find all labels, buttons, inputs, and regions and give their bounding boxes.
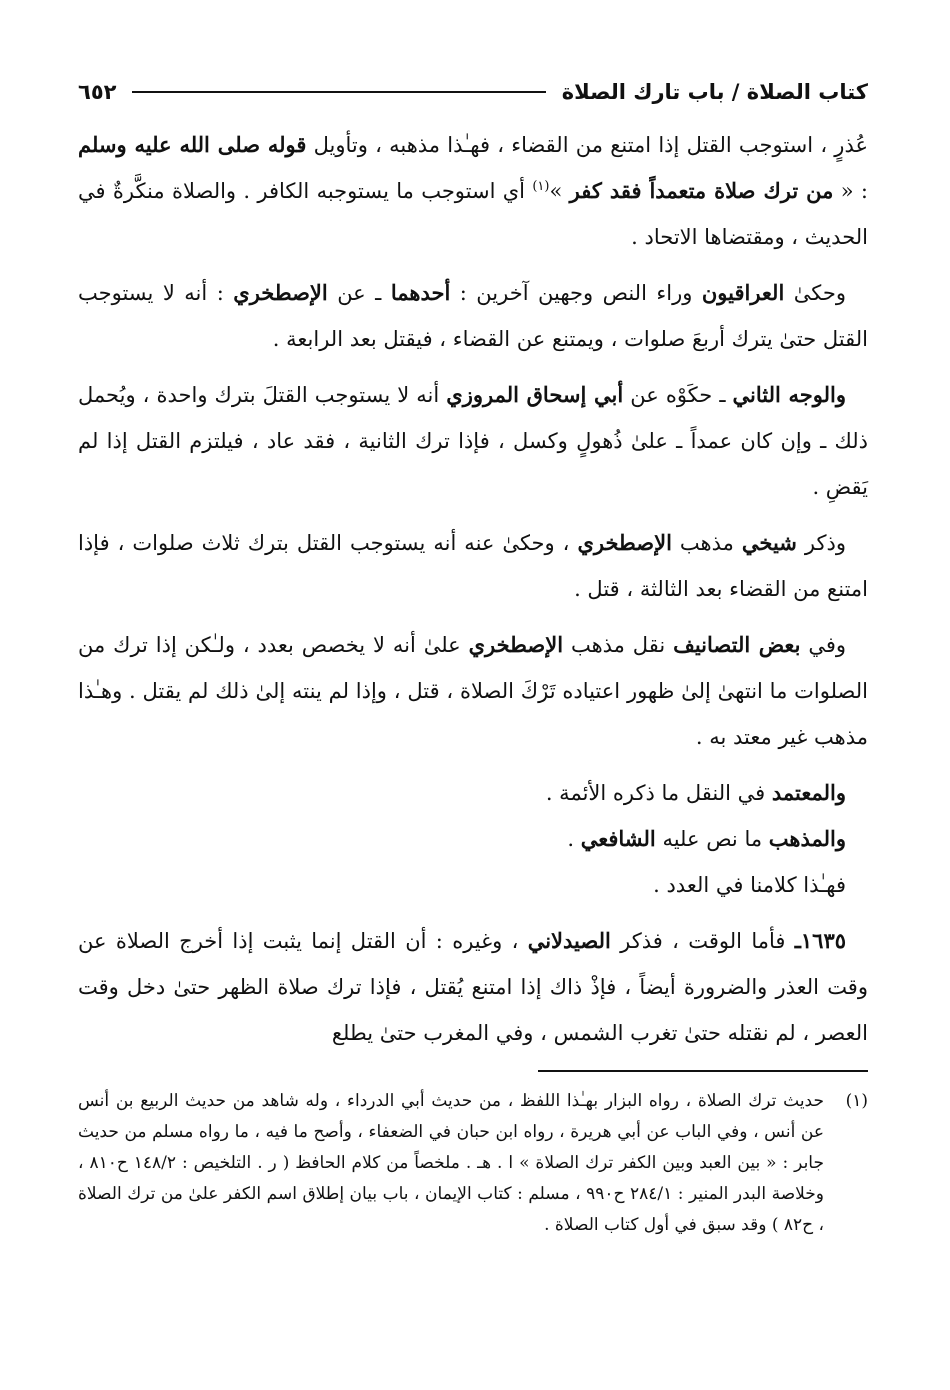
bold-term: الإصطخري	[233, 280, 328, 305]
paragraph	[78, 816, 868, 862]
footnote-marker: (١)	[845, 1091, 868, 1111]
text-run: وحكىٰ	[784, 281, 846, 305]
text-run: وراء النص وجهين آخرين :	[450, 281, 702, 305]
text-run: ـ حكَوْه عن	[623, 383, 733, 407]
text-run: مذهب	[671, 531, 742, 555]
main-text	[78, 122, 868, 1056]
text-run: أنه لا يستوجب القتلَ بترك واحدة ، ويُحمل ذلك ـ وإن كان عمداً ـ علىٰ ذُهولٍ وكسل ، فإذا ترك الثانية ، فقد عاد ، فيلتزم القتل إذا لم يَقضِ .	[78, 383, 868, 499]
paragraph	[78, 622, 868, 760]
bold-term: الإصطخري	[468, 632, 564, 657]
paragraph	[78, 862, 868, 908]
bold-term: شيخي	[741, 530, 797, 555]
text-run: فأما الوقت ، فذكر	[610, 929, 795, 953]
footnote-text: حديث ترك الصلاة ، رواه البزار بهـٰذا اللفظ ، من حديث أبي الدرداء ، وله شاهد من حديث الربيع بن أنس عن أنس ، وفي الباب عن أبي هريرة ، رواه ابن حبان في الضعفاء ، وأصح ما فيه ، ما رواه مسلم من حديث جابر : « بين العبد وبين الكفر ترك الصلاة » ا . هـ . ملخصاً من كلام الحافظ ( ر . التلخيص : ١٤٨/٢ ح٨١٠ ، وخلاصة البدر المنير : ٢٨٤/١ ح٩٩٠ ، مسلم : كتاب الإيمان ، باب بيان إطلاق اسم الكفر علىٰ من ترك الصلاة ، ح٨٢ ) وقد سبق في أول كتاب الصلاة .	[78, 1091, 825, 1235]
footnotes-section	[78, 1086, 868, 1241]
header-rule	[132, 91, 545, 93]
bold-term: العراقيون	[701, 280, 785, 305]
text-run: ـ عن	[327, 281, 391, 305]
running-header	[78, 70, 868, 114]
paragraph	[78, 372, 868, 510]
bold-term: الصيدلاني	[527, 928, 611, 953]
footnote	[78, 1086, 868, 1241]
page-number: ٦٥٢	[78, 80, 117, 104]
bold-term: ١٦٣٥ـ	[794, 928, 847, 953]
footnote-reference: (١)	[532, 179, 550, 194]
bold-term: والمذهب	[768, 826, 846, 851]
text-run: نقل مذهب	[563, 633, 674, 657]
bold-term: والمعتمد	[771, 780, 846, 805]
text-run: .	[567, 827, 581, 851]
text-run: ما نص عليه	[655, 827, 769, 851]
bold-term: أبي إسحاق المروزي	[446, 382, 624, 407]
text-run: »	[549, 179, 570, 203]
paragraph	[78, 270, 868, 362]
bold-term: قوله صلى الله عليه وسلم	[78, 132, 307, 157]
text-run: عُذرٍ ، استوجب القتل إذا امتنع من القضاء ، فهـٰذا مذهبه ، وتأويل	[306, 133, 869, 157]
paragraph	[78, 520, 868, 612]
bold-term: بعض التصانيف	[673, 632, 801, 657]
bold-term: والوجه الثاني	[732, 382, 847, 407]
text-run: : «	[833, 179, 868, 203]
bold-term: أحدهما	[390, 280, 451, 305]
text-run: : أنه لا يستوجب القتل حتىٰ يترك أربعَ صلوات ، ويمتنع عن القضاء ، فيقتل بعد الرابعة .	[78, 281, 868, 351]
text-run: في النقل ما ذكره الأئمة .	[545, 781, 772, 805]
text-run: علىٰ أنه لا يخصص بعدد ، ولـٰكن إذا ترك من الصلوات ما انتهىٰ إلىٰ ظهور اعتياده تَرْكَ الصلاة ، قتل ، وإذا لم ينته إلىٰ ذلك لم يقتل . وهـٰذا مذهب غير معتد به .	[78, 633, 868, 749]
text-run: وذكر	[796, 531, 846, 555]
bold-term: من ترك صلاة متعمداً فقد كفر	[569, 178, 834, 203]
chapter-title: كتاب الصلاة / باب تارك الصلاة	[561, 80, 868, 104]
text-run: فهـٰذا كلامنا في العدد .	[653, 873, 846, 897]
paragraph	[78, 918, 868, 1056]
footnote-separator	[538, 1070, 868, 1072]
paragraph	[78, 122, 868, 260]
book-page	[78, 70, 868, 1360]
text-run: ، وحكىٰ عنه أنه يستوجب القتل بترك ثلاث صلوات ، فإذا امتنع من القضاء بعد الثالثة ، قتل .	[78, 531, 868, 601]
text-run: وفي	[800, 633, 847, 657]
text-run: أي استوجب ما يستوجبه الكافر . والصلاة منكَّرةٌ في الحديث ، ومقتضاها الاتحاد .	[78, 179, 868, 249]
paragraph	[78, 770, 868, 816]
bold-term: الإصطخري	[577, 530, 672, 555]
text-run: ، وغيره : أن القتل إنما يثبت إذا أخرج الصلاة عن وقت العذر والضرورة أيضاً ، فإذْ ذاك إذا امتنع يُقتل ، فإذا ترك صلاة الظهر حتىٰ دخل وقت العصر ، لم نقتله حتىٰ تغرب الشمس ، وفي المغرب حتىٰ يطلع	[78, 929, 868, 1045]
bold-term: الشافعي	[580, 826, 656, 851]
